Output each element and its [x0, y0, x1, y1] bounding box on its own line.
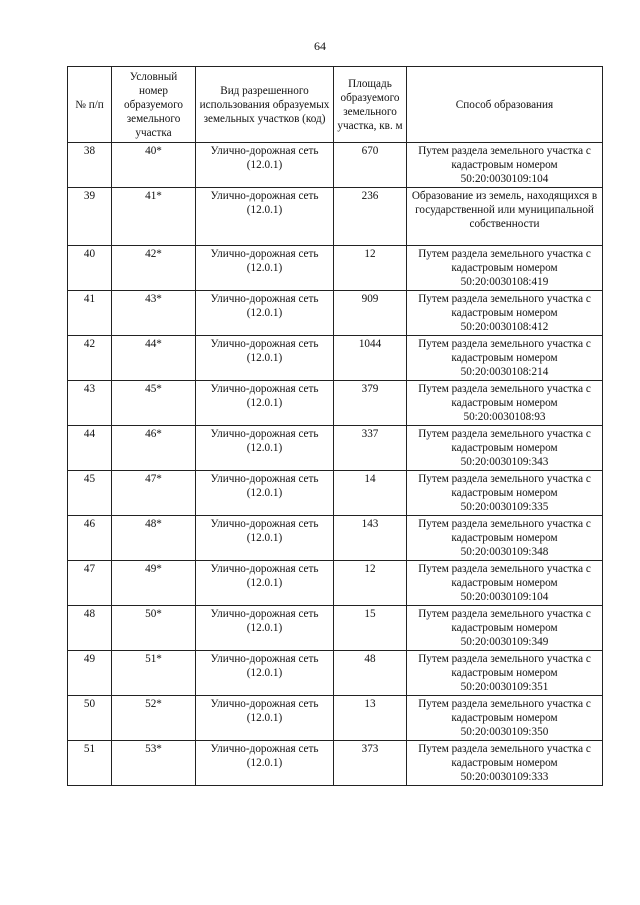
row-plot-number: 49* — [112, 561, 196, 606]
table-row — [68, 561, 603, 606]
table-row — [68, 696, 603, 741]
row-formation-method: Путем раздела земельного участка с кадастровым номером 50:20:0030108:214 — [407, 336, 603, 381]
row-permitted-use: Улично-дорожная сеть (12.0.1) — [196, 606, 334, 651]
row-area: 12 — [334, 246, 407, 291]
row-index: 46 — [68, 516, 112, 561]
row-permitted-use: Улично-дорожная сеть (12.0.1) — [196, 471, 334, 516]
row-area: 337 — [334, 426, 407, 471]
row-permitted-use: Улично-дорожная сеть (12.0.1) — [196, 696, 334, 741]
table-row — [68, 188, 603, 246]
row-index: 42 — [68, 336, 112, 381]
header-area: Площадь образуемого земельного участка, кв. м — [334, 67, 407, 143]
row-permitted-use: Улично-дорожная сеть (12.0.1) — [196, 426, 334, 471]
table-header-row — [68, 67, 603, 143]
row-plot-number: 47* — [112, 471, 196, 516]
row-permitted-use: Улично-дорожная сеть (12.0.1) — [196, 291, 334, 336]
row-index: 41 — [68, 291, 112, 336]
row-plot-number: 40* — [112, 143, 196, 188]
table-row — [68, 143, 603, 188]
row-area: 14 — [334, 471, 407, 516]
row-area: 379 — [334, 381, 407, 426]
row-area: 670 — [334, 143, 407, 188]
table-row — [68, 606, 603, 651]
row-area: 12 — [334, 561, 407, 606]
table-row — [68, 336, 603, 381]
row-formation-method: Путем раздела земельного участка с кадастровым номером 50:20:0030108:412 — [407, 291, 603, 336]
row-area: 13 — [334, 696, 407, 741]
row-permitted-use: Улично-дорожная сеть (12.0.1) — [196, 336, 334, 381]
row-plot-number: 41* — [112, 188, 196, 246]
row-formation-method: Путем раздела земельного участка с кадастровым номером 50:20:0030109:104 — [407, 143, 603, 188]
row-area: 48 — [334, 651, 407, 696]
header-formation-method: Способ образования — [407, 67, 603, 143]
row-plot-number: 51* — [112, 651, 196, 696]
table-row — [68, 471, 603, 516]
row-permitted-use: Улично-дорожная сеть (12.0.1) — [196, 516, 334, 561]
row-index: 48 — [68, 606, 112, 651]
header-plot-number: Условный номер образуемого земельного участка — [112, 67, 196, 143]
table-body — [68, 143, 603, 786]
row-index: 44 — [68, 426, 112, 471]
row-formation-method: Путем раздела земельного участка с кадастровым номером 50:20:0030108:419 — [407, 246, 603, 291]
row-index: 39 — [68, 188, 112, 246]
page-number: 64 — [314, 39, 326, 53]
table-row — [68, 426, 603, 471]
row-formation-method: Путем раздела земельного участка с кадастровым номером 50:20:0030109:104 — [407, 561, 603, 606]
row-formation-method: Путем раздела земельного участка с кадастровым номером 50:20:0030109:351 — [407, 651, 603, 696]
row-plot-number: 48* — [112, 516, 196, 561]
header-permitted-use: Вид разрешенного использования образуемых земельных участков (код) — [196, 67, 334, 143]
row-index: 51 — [68, 741, 112, 786]
row-area: 1044 — [334, 336, 407, 381]
row-index: 49 — [68, 651, 112, 696]
row-formation-method: Путем раздела земельного участка с кадастровым номером 50:20:0030109:335 — [407, 471, 603, 516]
row-formation-method: Путем раздела земельного участка с кадастровым номером 50:20:0030109:349 — [407, 606, 603, 651]
row-plot-number: 53* — [112, 741, 196, 786]
row-formation-method: Путем раздела земельного участка с кадастровым номером 50:20:0030108:93 — [407, 381, 603, 426]
row-index: 38 — [68, 143, 112, 188]
row-index: 45 — [68, 471, 112, 516]
row-index: 40 — [68, 246, 112, 291]
row-plot-number: 46* — [112, 426, 196, 471]
land-plots-table — [67, 66, 603, 786]
row-formation-method: Путем раздела земельного участка с кадастровым номером 50:20:0030109:348 — [407, 516, 603, 561]
row-formation-method: Путем раздела земельного участка с кадастровым номером 50:20:0030109:343 — [407, 426, 603, 471]
row-plot-number: 50* — [112, 606, 196, 651]
table-row — [68, 381, 603, 426]
row-plot-number: 42* — [112, 246, 196, 291]
row-permitted-use: Улично-дорожная сеть (12.0.1) — [196, 561, 334, 606]
row-index: 50 — [68, 696, 112, 741]
row-permitted-use: Улично-дорожная сеть (12.0.1) — [196, 143, 334, 188]
header-index: № п/п — [68, 67, 112, 143]
row-permitted-use: Улично-дорожная сеть (12.0.1) — [196, 246, 334, 291]
row-index: 43 — [68, 381, 112, 426]
row-permitted-use: Улично-дорожная сеть (12.0.1) — [196, 188, 334, 246]
table-row — [68, 246, 603, 291]
table-row — [68, 516, 603, 561]
row-plot-number: 44* — [112, 336, 196, 381]
row-formation-method: Образование из земель, находящихся в государственной или муниципальной собственности — [407, 188, 603, 246]
row-plot-number: 43* — [112, 291, 196, 336]
table-row — [68, 651, 603, 696]
table-row — [68, 291, 603, 336]
row-area: 373 — [334, 741, 407, 786]
row-index: 47 — [68, 561, 112, 606]
row-formation-method: Путем раздела земельного участка с кадастровым номером 50:20:0030109:333 — [407, 741, 603, 786]
row-formation-method: Путем раздела земельного участка с кадастровым номером 50:20:0030109:350 — [407, 696, 603, 741]
row-permitted-use: Улично-дорожная сеть (12.0.1) — [196, 381, 334, 426]
row-permitted-use: Улично-дорожная сеть (12.0.1) — [196, 741, 334, 786]
row-plot-number: 45* — [112, 381, 196, 426]
table-row — [68, 741, 603, 786]
row-plot-number: 52* — [112, 696, 196, 741]
row-permitted-use: Улично-дорожная сеть (12.0.1) — [196, 651, 334, 696]
row-area: 909 — [334, 291, 407, 336]
row-area: 236 — [334, 188, 407, 246]
row-area: 143 — [334, 516, 407, 561]
row-area: 15 — [334, 606, 407, 651]
